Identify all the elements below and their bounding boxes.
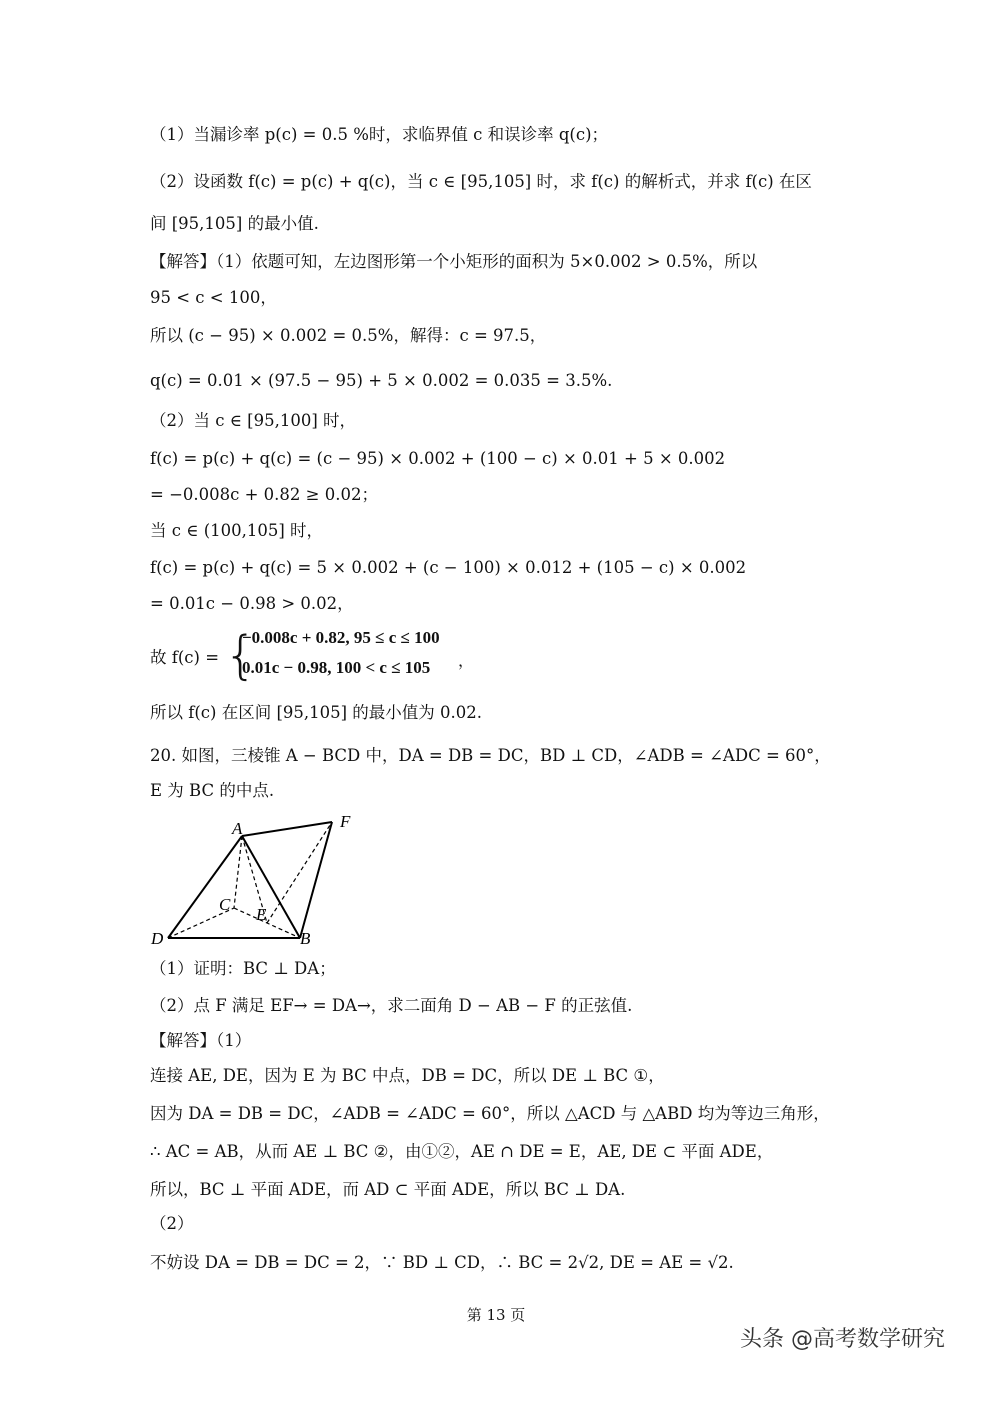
question-1: （1）当漏诊率 p(c) = 0.5 %时，求临界值 c 和误诊率 q(c)； — [150, 125, 609, 144]
problem-20-part-1: （1）证明：BC ⊥ DA； — [150, 959, 336, 978]
solution-2-conclusion: 所以 f(c) 在区间 [95,105] 的最小值为 0.02. — [150, 703, 483, 722]
question-2-line-1: （2）设函数 f(c) = p(c) + q(c)，当 c ∈ [95,105] 时，求 f(c) 的解析式，并求 f(c) 在区 — [150, 172, 812, 191]
label-D: D — [151, 929, 164, 948]
answer-line-7: 不妨设 DA = DB = DC = 2，∵ BD ⊥ CD，∴ BC = 2√2, DE = AE = √2. — [150, 1253, 734, 1272]
answer-line-6: （2） — [150, 1214, 194, 1233]
solution-1-line-3: 所以 (c − 95) × 0.002 = 0.5%，解得：c = 97.5， — [150, 326, 547, 345]
label-A: A — [232, 819, 243, 838]
solution-2-line-5: f(c) = p(c) + q(c) = 5 × 0.002 + (c − 100) × 0.012 + (105 − c) × 0.002 — [150, 558, 747, 577]
edge-AD — [168, 836, 242, 938]
piecewise-case-2: 0.01c − 0.98, 100 < c ≤ 105 — [242, 658, 431, 677]
piecewise-case-1: −0.008c + 0.82, 95 ≤ c ≤ 100 — [242, 628, 440, 647]
solution-2-line-1: （2）当 c ∈ [95,100] 时， — [150, 411, 357, 430]
page-number: 第 13 页 — [466, 1306, 526, 1324]
label-F: F — [340, 812, 351, 831]
pyramid-diagram — [146, 810, 376, 950]
pyramid-figure — [146, 810, 376, 950]
solution-2-line-6: = 0.01c − 0.98 > 0.02， — [150, 594, 354, 613]
problem-20-line-2: E 为 BC 的中点. — [150, 781, 275, 800]
answer-line-3: 因为 DA = DB = DC，∠ADB = ∠ADC = 60°，所以 △ACD 与 △ABD 均为等边三角形， — [150, 1104, 830, 1123]
label-C: C — [219, 895, 231, 914]
watermark: 头条 @高考数学研究 — [740, 1327, 945, 1352]
piecewise-tail: ， — [458, 651, 475, 670]
problem-20-part-2: （2）点 F 满足 EF→ = DA→，求二面角 D − AB − F 的正弦值. — [150, 996, 633, 1015]
label-E: E — [256, 905, 267, 924]
solution-1-line-1: 【解答】（1）依题可知，左边图形第一个小矩形的面积为 5×0.002 > 0.5%，所以 — [150, 252, 758, 271]
edge-AF — [242, 822, 332, 836]
edge-AB — [242, 836, 300, 938]
edge-EF — [267, 822, 332, 923]
piecewise-function — [150, 628, 550, 684]
solution-1-line-2: 95 < c < 100， — [150, 288, 277, 307]
answer-line-4: ∴ AC = AB，从而 AE ⊥ BC ②，由①②，AE ∩ DE = E，AE, DE ⊂ 平面 ADE， — [150, 1142, 774, 1161]
answer-line-1: 【解答】（1） — [150, 1031, 252, 1050]
problem-20-line-1: 20. 如图，三棱锥 A − BCD 中，DA = DB = DC，BD ⊥ CD，∠ADB = ∠ADC = 60°， — [150, 746, 831, 765]
solution-2-line-3: = −0.008c + 0.82 ≥ 0.02； — [150, 485, 378, 504]
answer-line-5: 所以，BC ⊥ 平面 ADE，而 AD ⊂ 平面 ADE，所以 BC ⊥ DA. — [150, 1180, 626, 1199]
solution-2-line-2: f(c) = p(c) + q(c) = (c − 95) × 0.002 + (100 − c) × 0.01 + 5 × 0.002 — [150, 449, 726, 468]
edge-FB — [300, 822, 332, 938]
question-2-line-2: 间 [95,105] 的最小值. — [150, 214, 319, 233]
brace-symbol: { — [224, 626, 258, 686]
solution-2-line-4: 当 c ∈ (100,105] 时， — [150, 521, 324, 540]
answer-line-2: 连接 AE, DE，因为 E 为 BC 中点，DB = DC，所以 DE ⊥ BC ①， — [150, 1066, 665, 1085]
label-B: B — [300, 929, 311, 948]
solution-1-line-4: q(c) = 0.01 × (97.5 − 95) + 5 × 0.002 = 0.035 = 3.5%. — [150, 371, 613, 390]
piecewise-label: 故 f(c) = — [150, 648, 220, 667]
